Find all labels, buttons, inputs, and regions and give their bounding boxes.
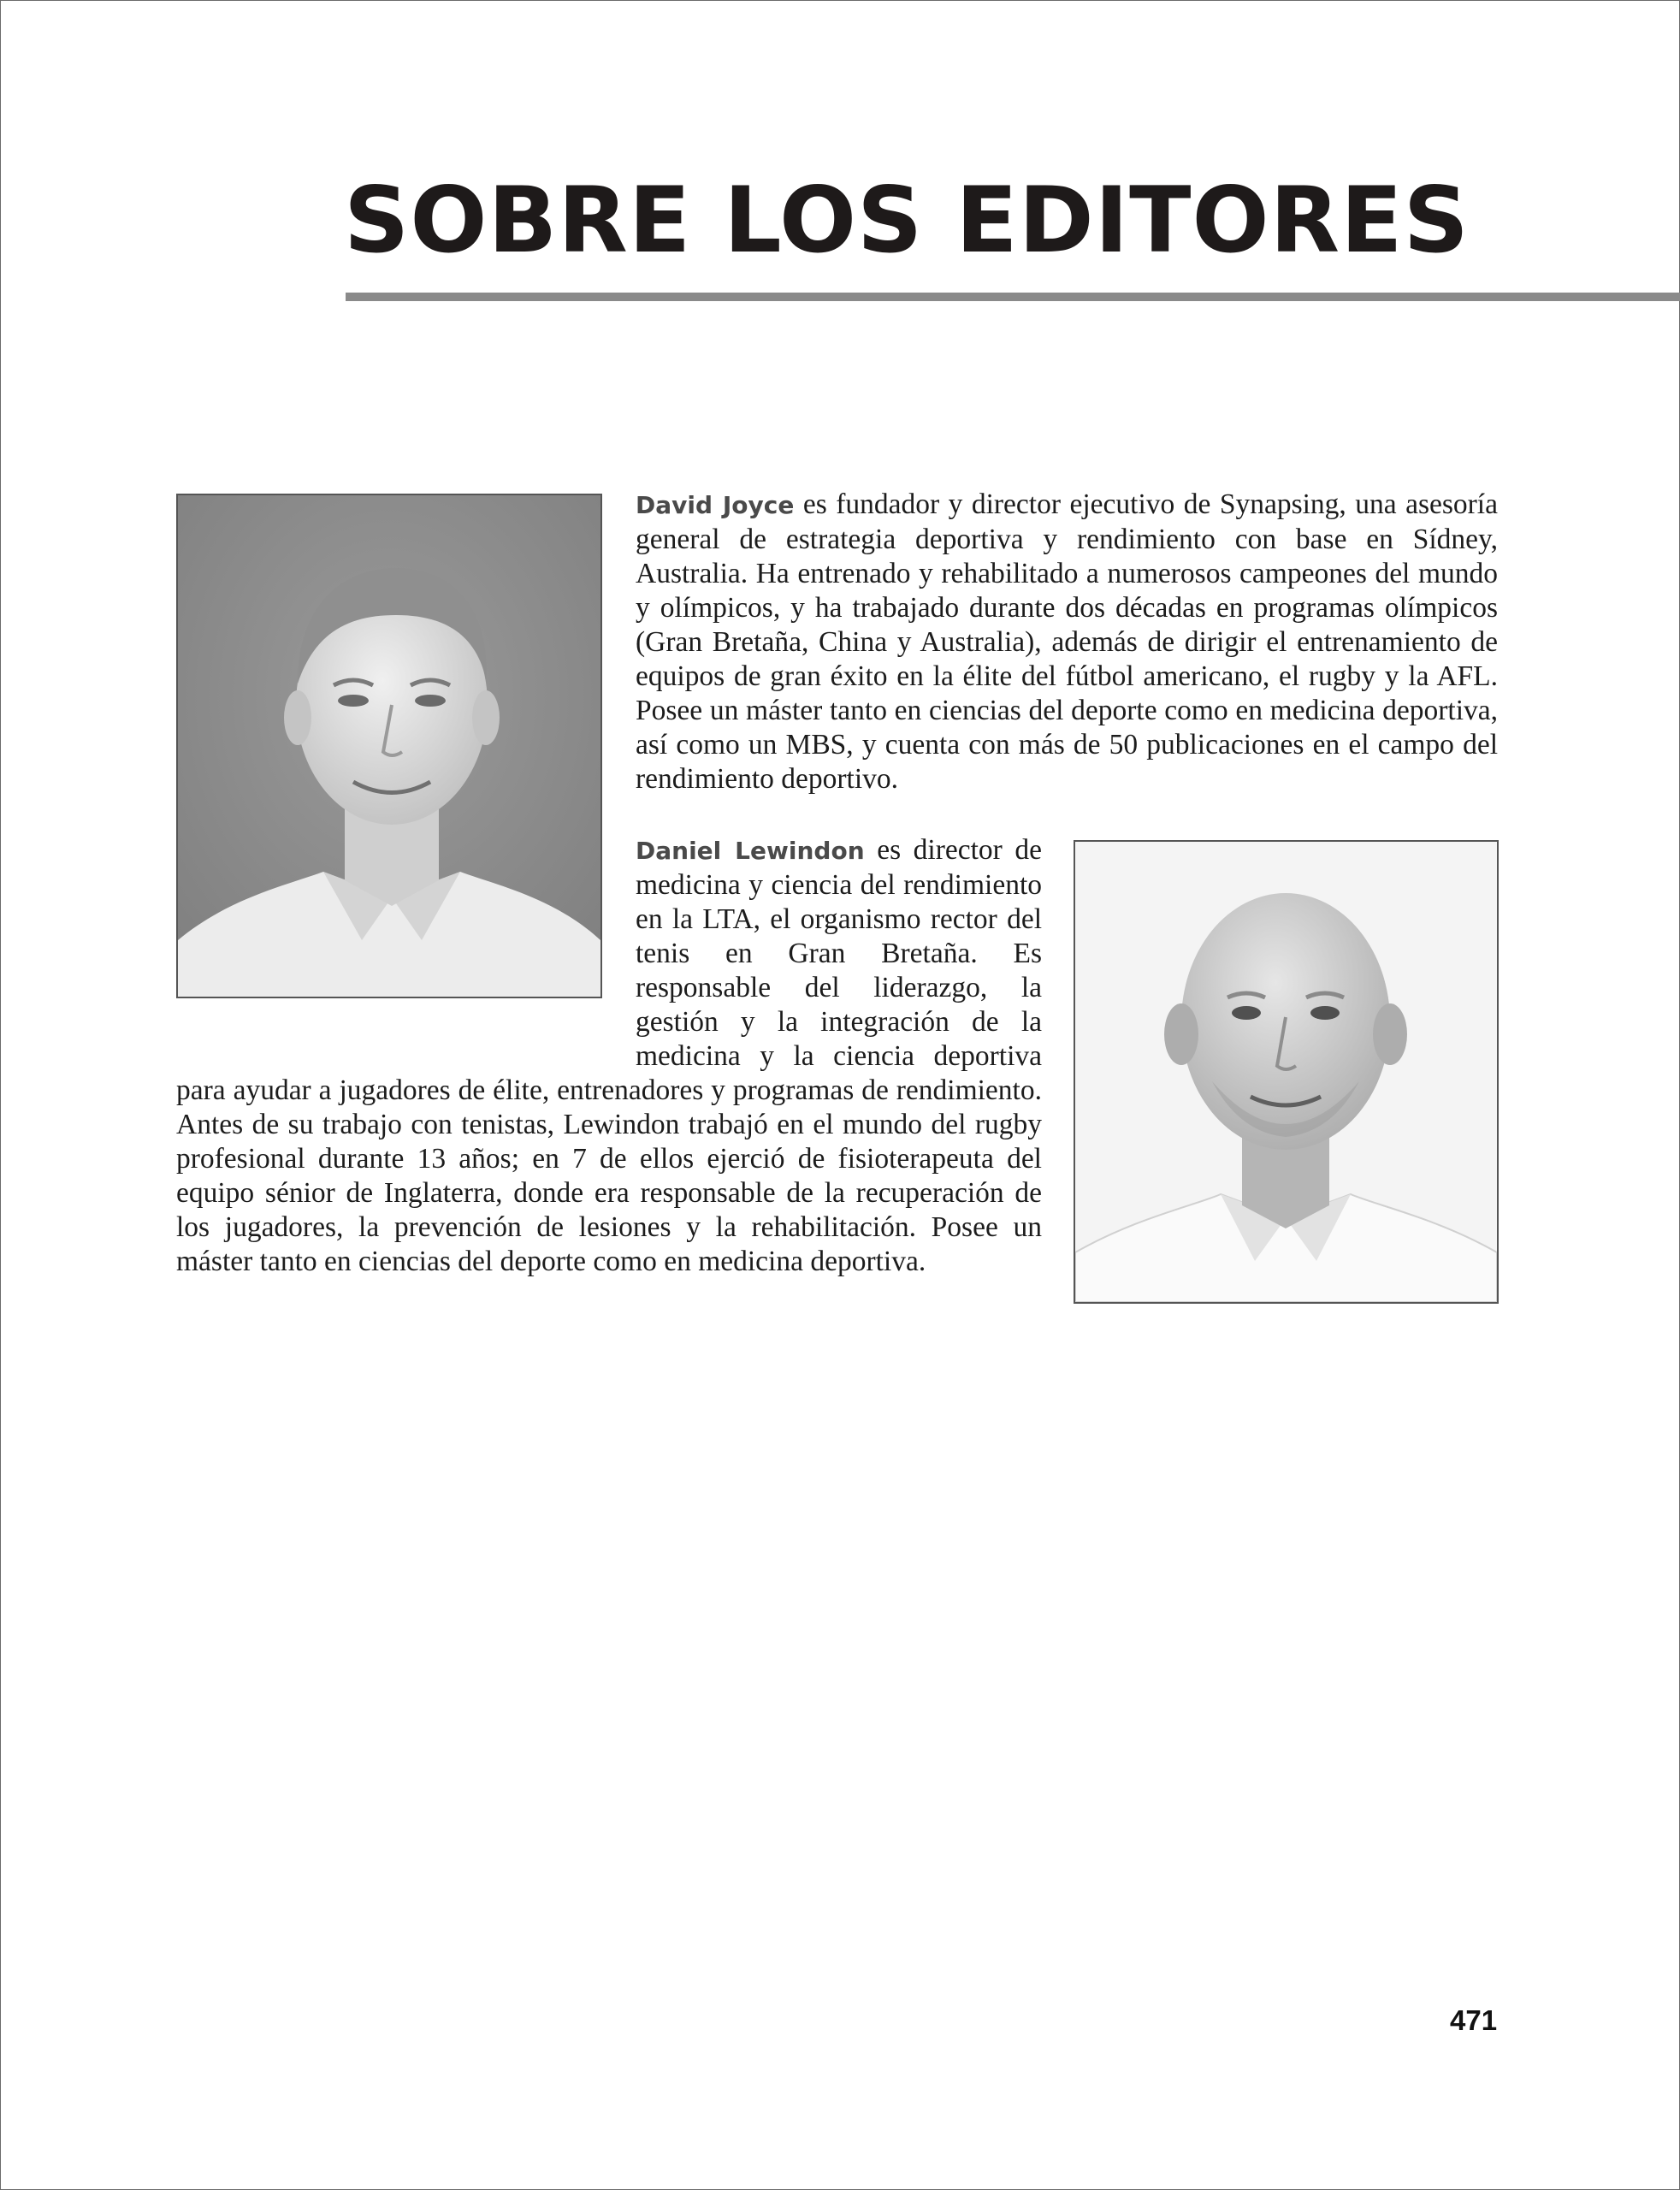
lewindon-bio-text: es director de medicina y ciencia del rendimiento en la LTA, el organismo rector del tenis en Gran Bretaña. Es responsable del liderazgo, la gestión y la integración de la medicina y la ciencia deportiva para ayudar a jugadores de élite, entrenadores y programas de rendimiento. Antes de su trabajo con tenistas, Lewindon trabajó en el mundo del rugby profesional durante 13 años; en 7 de ellos ejerció de fisioterapeuta del equipo sénior de Inglaterra, donde era responsable de la recuperación de los jugadores, la prevención de lesiones y la rehabilitación. Posee un máster tanto en ciencias del deporte como en medicina deportiva. bbox=[176, 834, 1042, 1277]
joyce-name: David Joyce bbox=[636, 491, 795, 519]
lewindon-portrait-drawing bbox=[1075, 842, 1497, 1302]
page-title: SOBRE LOS EDITORES bbox=[344, 168, 1470, 273]
title-rule bbox=[346, 293, 1680, 301]
lewindon-photo bbox=[1074, 840, 1499, 1304]
joyce-bio bbox=[636, 488, 1498, 796]
page-number: 471 bbox=[1450, 2004, 1498, 2036]
lewindon-name: Daniel Lewindon bbox=[636, 837, 865, 865]
lewindon-bio bbox=[176, 833, 1042, 1279]
joyce-bio-text: es fundador y director ejecutivo de Synapsing, una asesoría general de estrategia deportiva y rendimiento con base en Sídney, Australia. Ha entrenado y rehabilitado a numerosos campeones del mundo y olímpicos, y ha trabajado durante dos décadas en programas olímpicos (Gran Bretaña, China y Australia), además de dirigir el entrenamiento de equipos de gran éxito en la élite del fútbol americano, el rugby y la AFL. Posee un máster tanto en ciencias del deporte como en medicina deportiva, así como un MBS, y cuenta con más de 50 publicaciones en el campo del rendimiento deportivo. bbox=[636, 488, 1498, 795]
wrap-spacer bbox=[176, 833, 636, 1057]
